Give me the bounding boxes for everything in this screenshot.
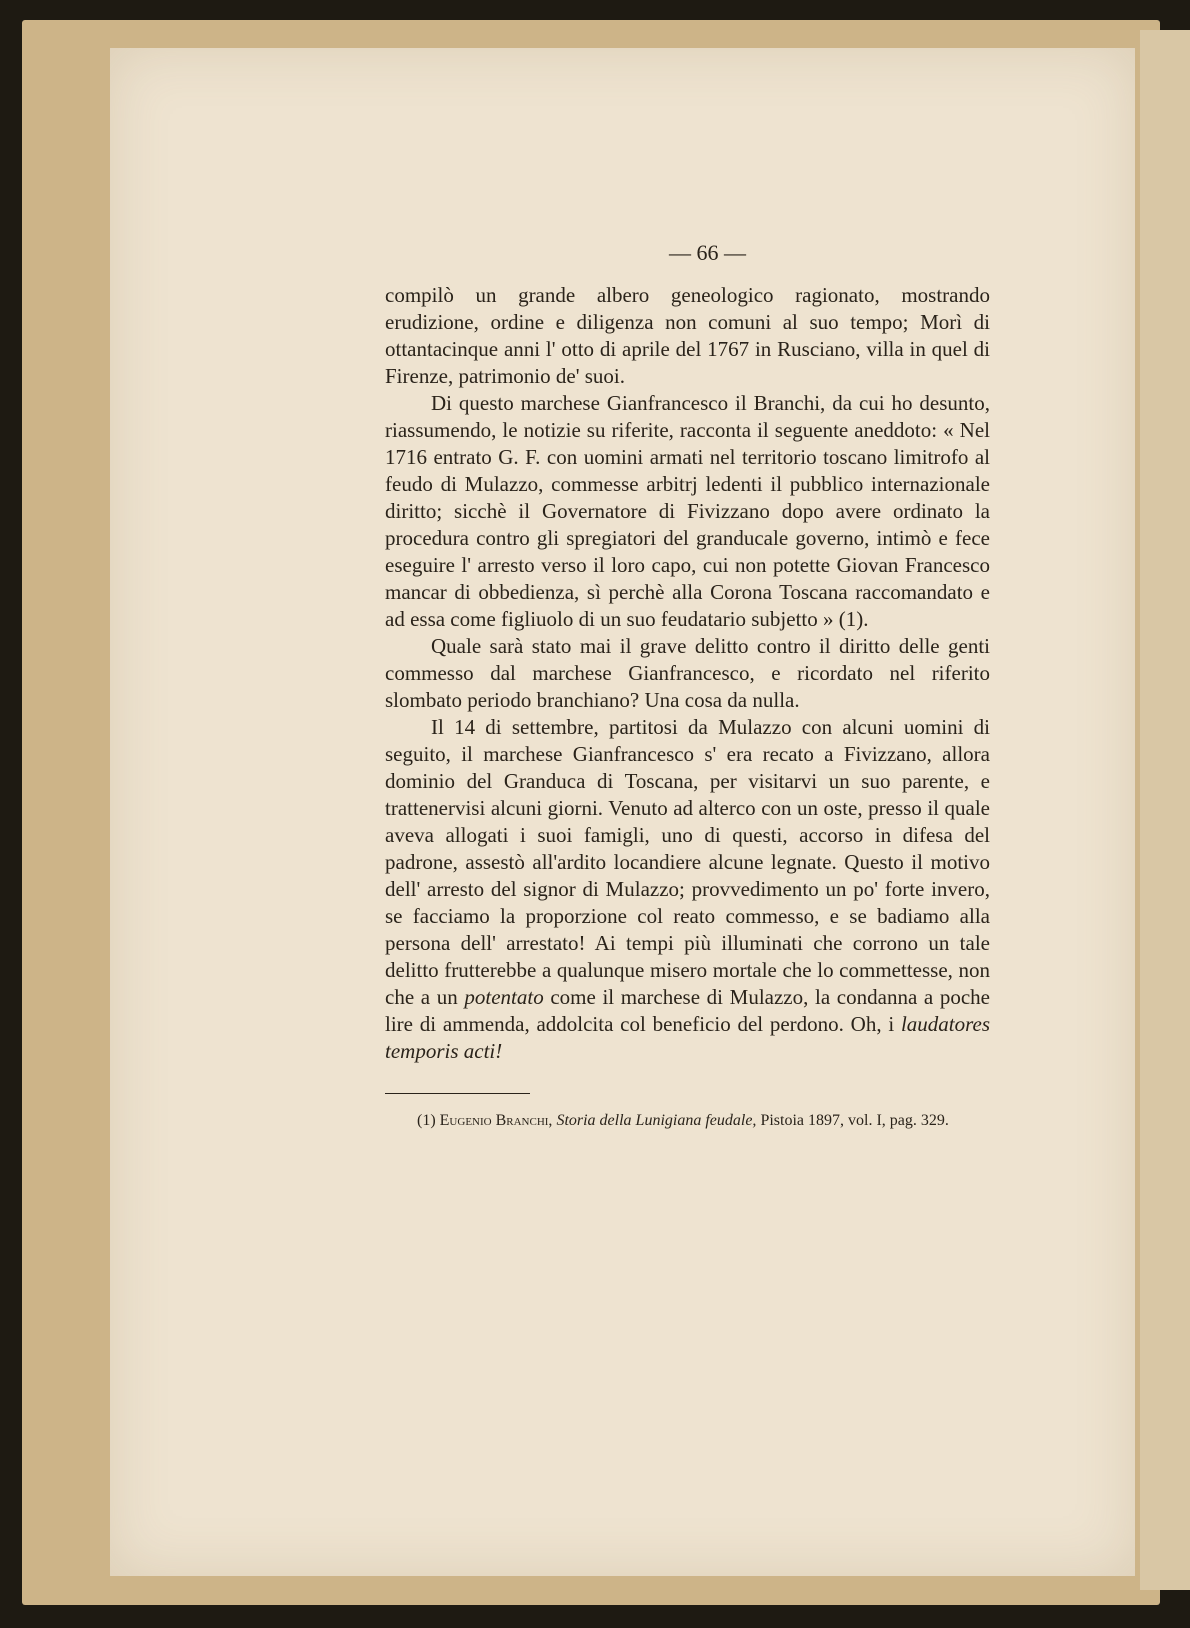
paragraph-4-text-a: Il 14 di settembre, partitosi da Mulazzo con alcuni uomini di seguito, il marchese Gianfrancesco s' era recato a Fivizzano, allora dominio del Granduca di Toscana, per visitarvi un suo parente, e trattenervisi alcuni giorni. Venuto ad alterco con un oste, presso il quale aveva allogati i suoi famigli, uno di questi, accorso in difesa del padrone, assestò all'ardito locandiere alcune legnate. Questo il motivo dell' arresto del signor di Mulazzo; provvedimento un po' forte invero, se facciamo la proporzione col reato commesso, e se badiamo alla persona dell' arrestato! Ai tempi più illuminati che corrono un tale delitto frutterebbe a qualunque misero mortale che lo commettesse, non che a un [385, 715, 990, 1009]
footnote-title: Storia della Lunigiana feudale, [556, 1112, 757, 1129]
next-page-edge [1140, 30, 1190, 1590]
paragraph-4 [385, 714, 990, 1065]
page-text-block [385, 240, 990, 1132]
paragraph-4-italic-laudatores: laudatores temporis acti! [385, 1012, 990, 1063]
paragraph-3: Quale sarà stato mai il grave delitto contro il diritto delle genti commesso dal marchese Gianfrancesco, e ricordato nel riferito slombato periodo branchiano? Una cosa da nulla. [385, 634, 990, 712]
footnote-author: Eugenio Branchi, [439, 1112, 553, 1129]
footnote-marker: (1) [417, 1112, 436, 1129]
paragraph-2: Di questo marchese Gianfrancesco il Branchi, da cui ho desunto, riassumendo, le notizie su riferite, racconta il seguente aneddoto: « Nel 1716 entrato G. F. con uomini armati nel territorio toscano limitrofo al feudo di Mulazzo, commesse arbitrj ledenti il pubblico internazionale diritto; sicchè il Governatore di Fivizzano dopo avere ordinato la procedura contro gli spregiatori del granducale governo, intimò e fece eseguire l' arresto verso il loro capo, cui non potette Giovan Francesco mancar di obbedienza, sì perchè alla Corona Toscana raccomandato e ad essa come figliuolo di un suo feudatario subjetto » (1). [385, 391, 990, 631]
paragraph-4-italic-potentato: potentato [464, 985, 544, 1009]
paragraph-4-text-b: come il marchese di Mulazzo, la condanna a poche lire di ammenda, addolcita col beneficio del perdono. Oh, i [385, 985, 990, 1036]
page-number: — 66 — [669, 240, 746, 265]
footnote [385, 1110, 990, 1132]
footnote-divider [385, 1093, 530, 1094]
paragraph-1: compilò un grande albero geneologico ragionato, mostrando erudizione, ordine e diligenza non comuni al suo tempo; Morì di ottantacinque anni l' otto di aprile del 1767 in Rusciano, villa in quel di Firenze, patrimonio de' suoi. [385, 283, 990, 388]
footnote-rest: Pistoia 1897, vol. I, pag. 329. [760, 1112, 949, 1129]
